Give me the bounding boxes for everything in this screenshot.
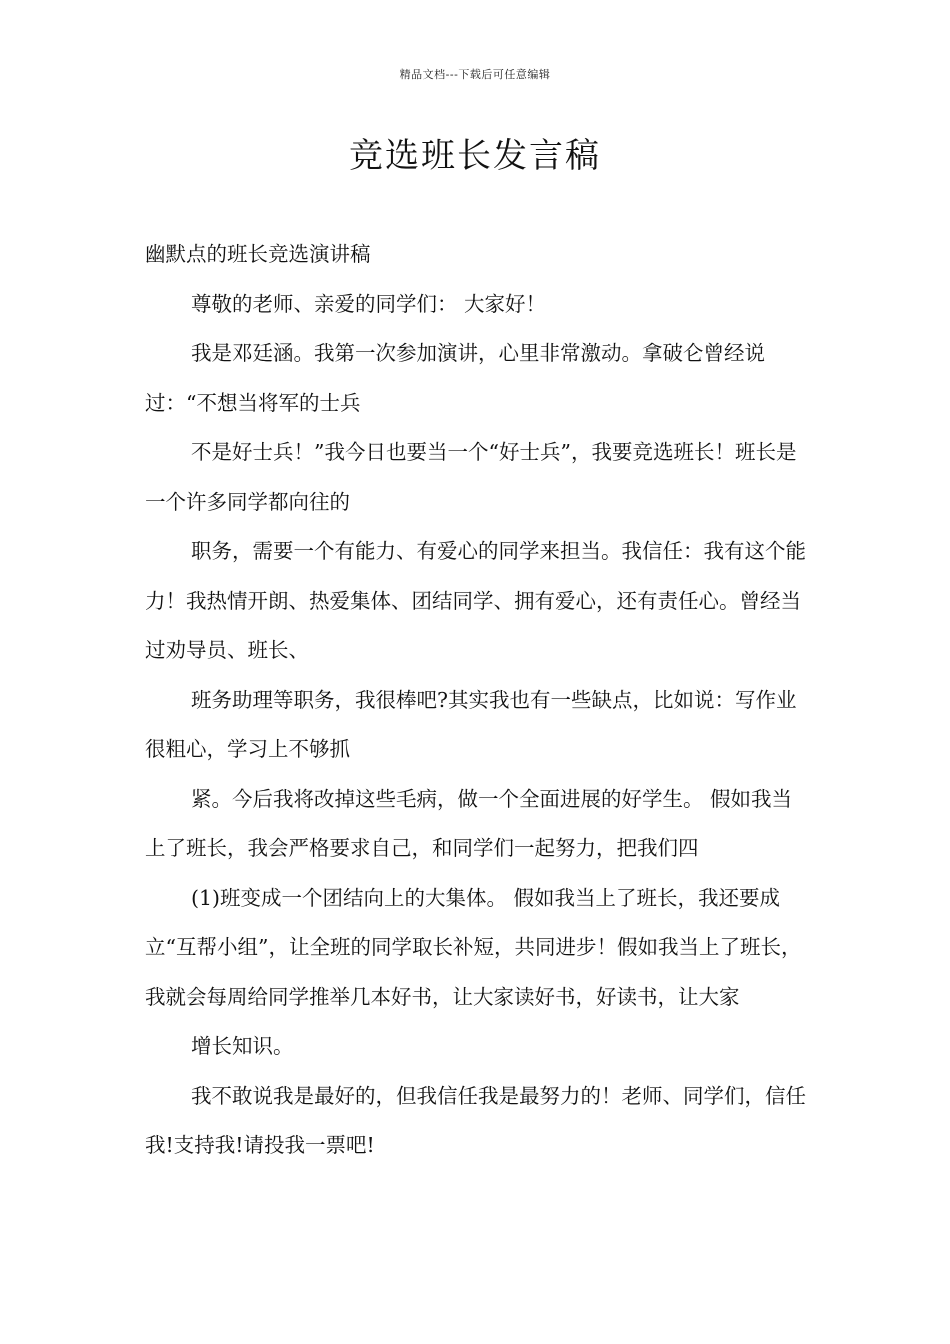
paragraph: (1)班变成一个团结向上的大集体。 假如我当上了班长，我还要成立“互帮小组”，让全班的同学取长补短，共同进步！假如我当上了班长，我就会每周给同学推举几本好书，让大家读好书，好读书，让大家	[145, 885, 802, 1009]
page-header: 精品文档---下载后可任意编辑	[399, 68, 551, 81]
paragraph: 职务，需要一个有能力、有爱心的同学来担当。我信任：我有这个能力！我热情开朗、热爱集体、团结同学、拥有爱心，还有责任心。曾经当过劝导员、班长、	[145, 539, 806, 662]
paragraph: 增长知识。	[191, 1034, 294, 1058]
paragraph: 紧。今后我将改掉这些毛病，做一个全面进展的好学生。 假如我当上了班长，我会严格要求自己，和同学们一起努力，把我们四	[145, 786, 793, 860]
paragraph-greeting: 尊敬的老师、亲爱的同学们： 大家好！	[191, 291, 547, 316]
paragraph: 班务助理等职务，我很棒吧?其实我也有一些缺点，比如说：写作业很粗心，学习上不够抓	[145, 687, 797, 761]
paragraph: 不是好士兵！”我今日也要当一个“好士兵”，我要竞选班长！班长是一个许多同学都向往的	[145, 440, 797, 514]
document-title: 竞选班长发言稿	[349, 136, 601, 176]
paragraph: 我是邓廷涵。我第一次参加演讲，心里非常激动。拿破仑曾经说过：“不想当将军的士兵	[145, 341, 765, 415]
document-subtitle: 幽默点的班长竞选演讲稿	[145, 242, 371, 266]
document-body	[145, 230, 810, 1171]
paragraph-closing: 我不敢说我是最好的，但我信任我是最努力的！老师、同学们，信任我!支持我!请投我一票吧!	[145, 1083, 806, 1157]
